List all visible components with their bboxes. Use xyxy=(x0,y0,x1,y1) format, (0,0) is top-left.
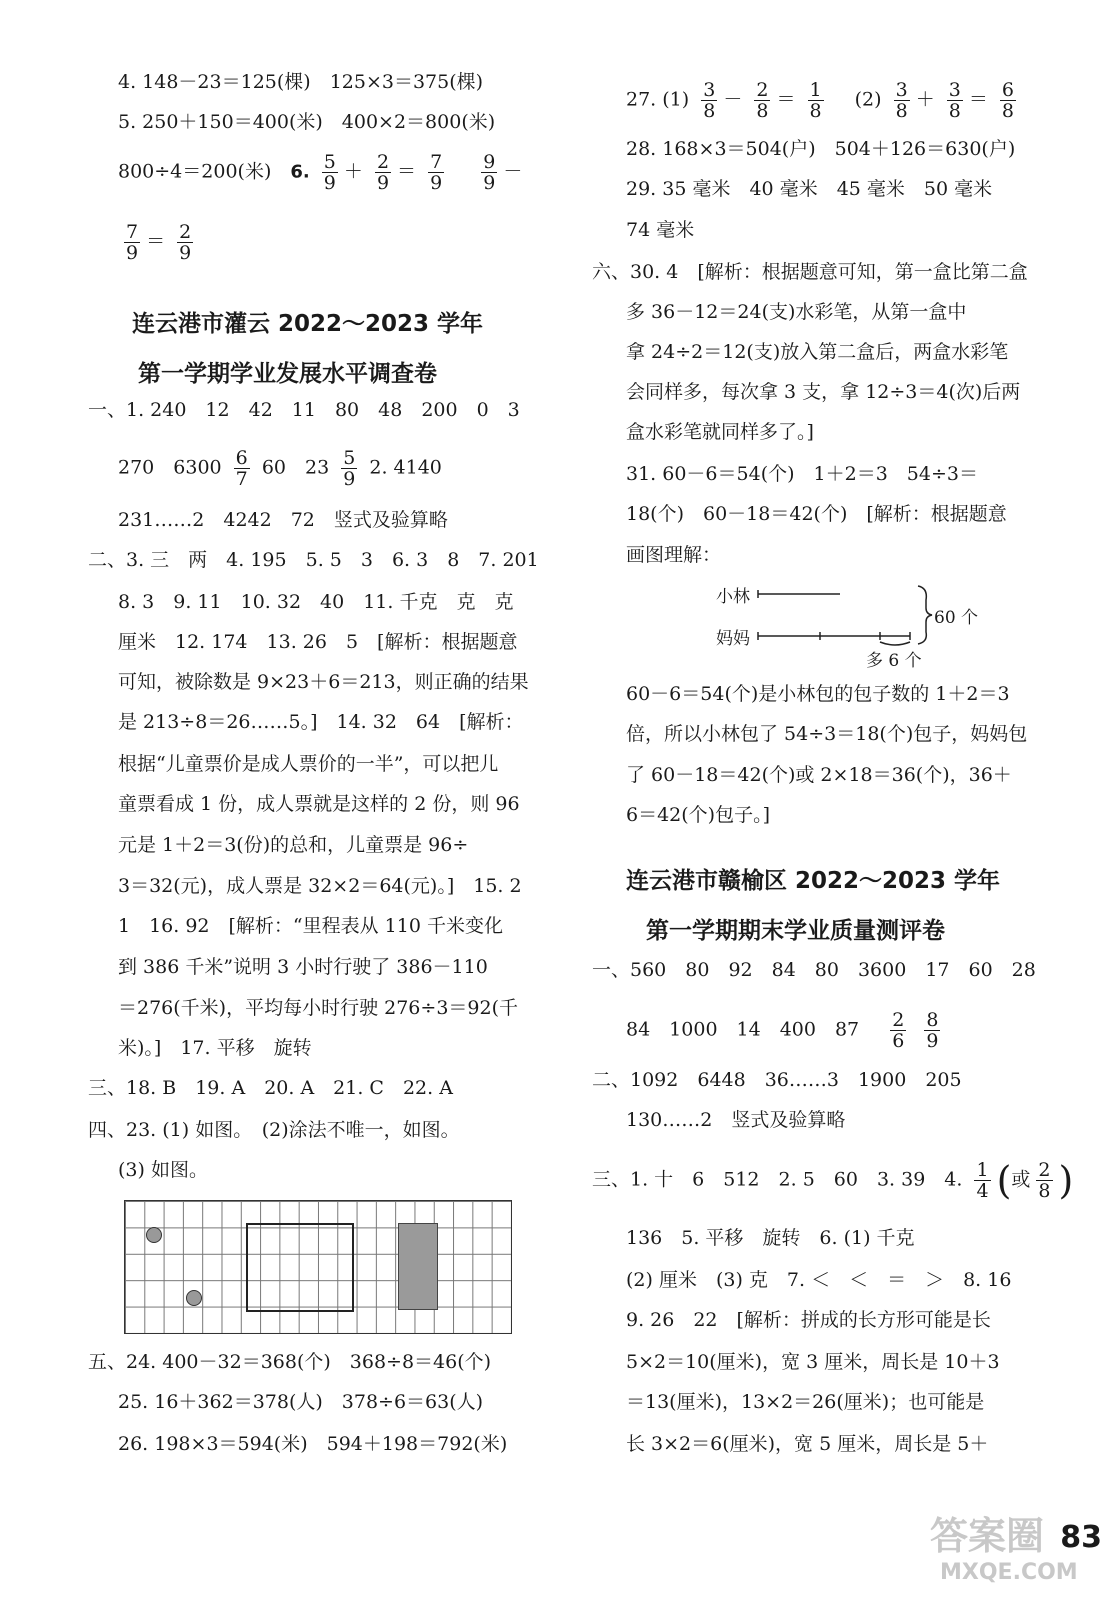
fraction: $\frac{2}{8}$ xyxy=(756,79,769,122)
answer-line: 800÷4＝200(米) 6. $\frac{5}{9}$ ＋ $\frac{2}{9}$ ＝ $\frac{7}{9}$ $\frac{9}{9}$ － xyxy=(118,151,523,194)
answer-line: 270 6300 $\frac{6}{7}$ 60 23 $\frac{5}{9}$ 2. 4140 xyxy=(118,447,442,490)
answer-line: 5×2＝10(厘米)，宽 3 厘米，周长是 10＋3 xyxy=(626,1351,1000,1373)
fraction: $\frac{1}{4}$ xyxy=(976,1159,989,1202)
fraction: $\frac{8}{9}$ xyxy=(926,1009,939,1052)
answer-line: 会同样多，每次拿 3 支，拿 12÷3＝4(次)后两 xyxy=(626,381,1021,403)
fraction: $\frac{1}{8}$ xyxy=(809,79,822,122)
answer-line: 25. 16＋362＝378(人) 378÷6＝63(人) xyxy=(118,1391,484,1413)
answer-line: 童票看成 1 份，成人票就是这样的 2 份，则 96 xyxy=(118,793,520,815)
answer-line: 27. (1) $\frac{3}{8}$ － $\frac{2}{8}$ ＝ $\frac{1}{8}$ (2) $\frac{3}{8}$ ＋ $\frac{3}{8}$ ＝ $\frac{6}{8}$ xyxy=(626,79,1014,122)
fraction: $\frac{6}{7}$ xyxy=(235,447,248,490)
shaded-rectangle xyxy=(398,1223,438,1310)
answer-line: 31. 60－6＝54(个) 1＋2＝3 54÷3＝ xyxy=(626,463,978,485)
answer-line: 根据“儿童票价是成人票价的一半”，可以把儿 xyxy=(118,753,499,775)
diagram-label-mama: 妈妈 xyxy=(716,629,750,649)
answer-line: 可知，被除数是 9×23＋6＝213，则正确的结果 xyxy=(118,671,529,693)
answer-line: 5. 250＋150＝400(米) 400×2＝800(米) xyxy=(118,111,496,133)
answer-line: 是 213÷8＝26……5。] 14. 32 64 [解析： xyxy=(118,711,524,733)
answer-line: 一、560 80 92 84 80 3600 17 60 28 xyxy=(592,959,1036,981)
fraction: $\frac{5}{9}$ xyxy=(343,447,356,490)
diagram-label-xiaolin: 小林 xyxy=(716,587,750,607)
fraction: $\frac{7}{9}$ xyxy=(430,151,443,194)
answer-line: 28. 168×3＝504(户) 504＋126＝630(户) xyxy=(626,138,1016,160)
answer-line: 三、18. B 19. A 20. A 21. C 22. A xyxy=(88,1077,453,1099)
answer-line: 74 毫米 xyxy=(626,219,695,241)
watermark-url: MXQE.COM xyxy=(940,1560,1078,1585)
dot-marker xyxy=(186,1290,202,1306)
answer-line: 9. 26 22 [解析：拼成的长方形可能是长 xyxy=(626,1309,991,1331)
answer-line: $\frac{7}{9}$ ＝ $\frac{2}{9}$ xyxy=(126,221,192,264)
fraction: $\frac{6}{8}$ xyxy=(1001,79,1014,122)
answer-line: 4. 148－23＝125(棵) 125×3＝375(棵) xyxy=(118,71,484,93)
answer-line: 231……2 4242 72 竖式及验算略 xyxy=(118,509,448,531)
answer-line: 到 386 千米”说明 3 小时行驶了 386－110 xyxy=(118,956,488,978)
answer-line: (3) 如图。 xyxy=(118,1159,208,1181)
fraction: $\frac{2}{9}$ xyxy=(179,221,192,264)
answer-line: 画图理解： xyxy=(626,544,722,566)
answer-line: 1 16. 92 [解析：“里程表从 110 千米变化 xyxy=(118,915,503,937)
diagram-label-total: 60 个 xyxy=(934,608,979,628)
answer-line: 多 36－12＝24(支)水彩笔，从第一盒中 xyxy=(626,301,967,323)
page-number: 83 xyxy=(1060,1520,1102,1555)
answer-line: 二、1092 6448 36……3 1900 205 xyxy=(592,1069,962,1091)
answer-line: 六、30. 4 [解析：根据题意可知，第一盒比第二盒 xyxy=(592,261,1028,283)
fraction: $\frac{9}{9}$ xyxy=(483,151,496,194)
fraction: $\frac{2}{8}$ xyxy=(1038,1159,1051,1202)
answer-line: 了 60－18＝42(个)或 2×18＝36(个)，36＋ xyxy=(626,764,1012,786)
answer-line: ＝276(千米)，平均每小时行驶 276÷3＝92(千 xyxy=(118,997,518,1019)
dot-marker xyxy=(146,1227,162,1243)
diagram-label-difference: 多 6 个 xyxy=(866,651,922,671)
answer-line: 29. 35 毫米 40 毫米 45 毫米 50 毫米 xyxy=(626,178,993,200)
answer-line: ＝13(厘米)，13×2＝26(厘米)；也可能是 xyxy=(626,1391,985,1413)
answer-line: 6＝42(个)包子。] xyxy=(626,804,771,826)
fraction: $\frac{3}{8}$ xyxy=(948,79,961,122)
answer-line: 倍，所以小林包了 54÷3＝18(个)包子，妈妈包 xyxy=(626,723,1028,745)
answer-line: (2) 厘米 (3) 克 7. ＜ ＜ ＝ ＞ 8. 16 xyxy=(626,1269,1012,1291)
answer-line: 二、3. 三 两 4. 195 5. 5 3 6. 3 8 7. 201 xyxy=(88,549,539,571)
fraction: $\frac{3}{8}$ xyxy=(703,79,716,122)
answer-line: 130……2 竖式及验算略 xyxy=(626,1109,846,1131)
answer-line: 18(个) 60－18＝42(个) [解析：根据题意 xyxy=(626,503,1007,525)
answer-line: 拿 24÷2＝12(支)放入第二盒后，两盒水彩笔 xyxy=(626,341,1009,363)
fraction: $\frac{2}{6}$ xyxy=(892,1009,905,1052)
fraction: $\frac{2}{9}$ xyxy=(376,151,390,194)
section-title: 第一学期学业发展水平调查卷 xyxy=(138,361,437,387)
fraction: $\frac{5}{9}$ xyxy=(323,151,336,194)
fraction: $\frac{3}{8}$ xyxy=(895,79,908,122)
answer-line: 厘米 12. 174 13. 26 5 [解析：根据题意 xyxy=(118,631,518,653)
answer-line: 136 5. 平移 旋转 6. (1) 千克 xyxy=(626,1227,915,1249)
section-title: 第一学期期末学业质量测评卷 xyxy=(646,918,945,944)
answer-line: 8. 3 9. 11 10. 32 40 11. 千克 克 克 xyxy=(118,591,514,613)
answer-line: 长 3×2＝6(厘米)，宽 5 厘米，周长是 5＋ xyxy=(626,1433,989,1455)
answer-line: 盒水彩笔就同样多了。] xyxy=(626,421,814,443)
watermark-logo: 答案圈 xyxy=(930,1514,1045,1558)
answer-line: 3＝32(元)，成人票是 32×2＝64(元)。] 15. 2 xyxy=(118,875,522,897)
section-title: 连云港市灌云 2022～2023 学年 xyxy=(132,311,484,337)
answer-line: 三、1. 十 6 512 2. 5 60 3. 39 4. $\frac{1}{4}$ (或 $\frac{2}{8}$ ) xyxy=(592,1158,1074,1203)
answer-line: 60－6＝54(个)是小林包的包子数的 1＋2＝3 xyxy=(626,683,1010,705)
fraction: $\frac{7}{9}$ xyxy=(126,221,139,264)
answer-line: 五、24. 400－32＝368(个) 368÷8＝46(个) xyxy=(88,1351,492,1373)
answer-line: 84 1000 14 400 87 $\frac{2}{6}$ $\frac{8}{9}$ xyxy=(626,1009,939,1052)
answer-line: 26. 198×3＝594(米) 594＋198＝792(米) xyxy=(118,1433,508,1455)
section-title: 连云港市赣榆区 2022～2023 学年 xyxy=(626,868,1001,894)
answer-line: 元是 1＋2＝3(份)的总和，儿童票是 96÷ xyxy=(118,834,469,856)
answer-line: 米)。] 17. 平移 旋转 xyxy=(118,1037,312,1059)
rectangle-outline xyxy=(246,1223,354,1312)
answer-line: 四、23. (1) 如图。 (2)涂法不唯一，如图。 xyxy=(88,1119,460,1141)
answer-line: 一、1. 240 12 42 11 80 48 200 0 3 xyxy=(88,399,520,421)
